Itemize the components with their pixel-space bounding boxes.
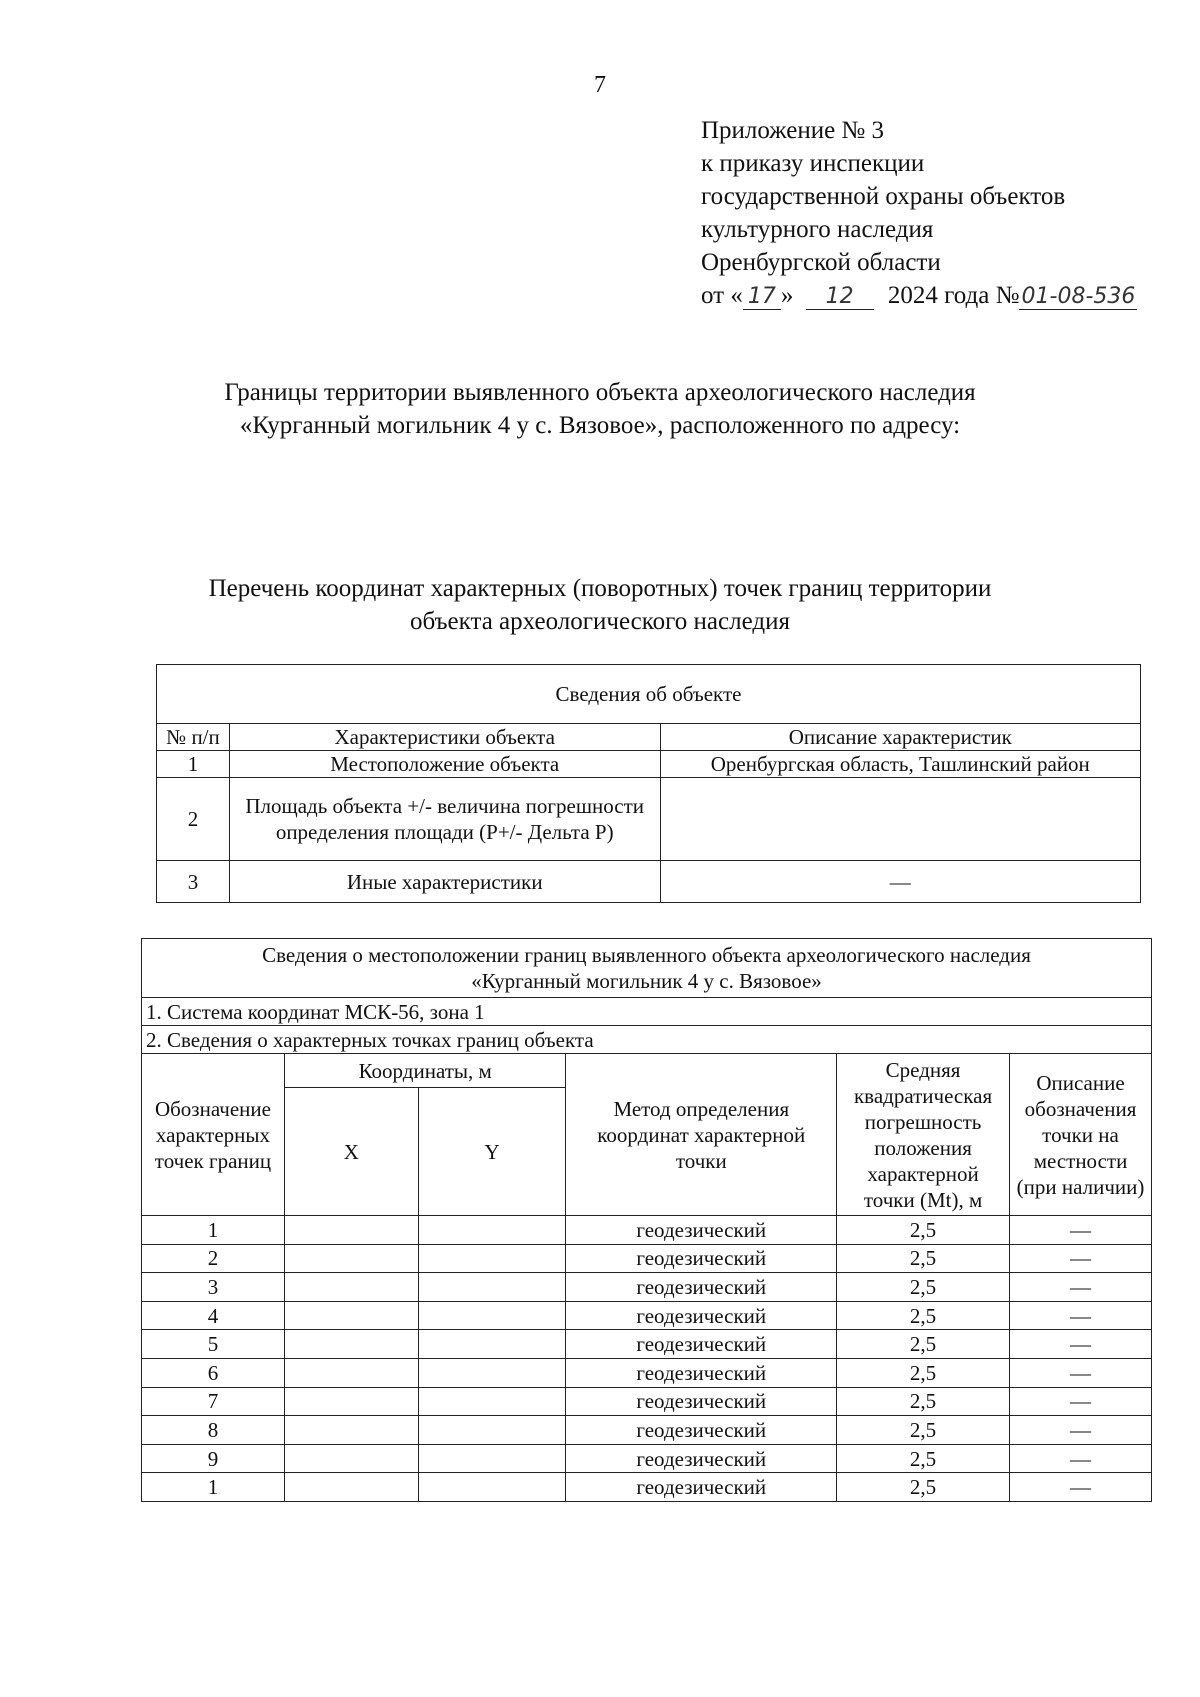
- row-description: —: [660, 861, 1141, 903]
- table-row: [142, 1273, 1152, 1302]
- subtitle-line-1: Перечень координат характерных (поворотных) точек границ территории: [208, 575, 992, 602]
- point-description-cell: —: [1010, 1273, 1152, 1302]
- x-coordinate-cell: [284, 1244, 418, 1273]
- method-cell: геодезический: [566, 1301, 837, 1330]
- accuracy-cell: 2,5: [837, 1301, 1010, 1330]
- date-year-text: 2024 года №: [887, 282, 1020, 309]
- table-row: [142, 1358, 1152, 1387]
- points-section-header: 2. Сведения о характерных точках границ объекта: [142, 1026, 1152, 1054]
- y-coordinate-cell: [418, 1273, 566, 1302]
- y-coordinate-cell: [418, 1301, 566, 1330]
- accuracy-cell: 2,5: [837, 1330, 1010, 1359]
- point-rows: [142, 1216, 1152, 1502]
- method-cell: геодезический: [566, 1444, 837, 1473]
- method-cell: геодезический: [566, 1244, 837, 1273]
- method-cell: геодезический: [566, 1473, 837, 1502]
- subtitle-line-2: объекта археологического наследия: [410, 608, 790, 635]
- document-title: [0, 376, 1200, 442]
- header-x: X: [284, 1088, 418, 1216]
- header-y: Y: [418, 1088, 566, 1216]
- row-num: 3: [157, 861, 230, 903]
- y-coordinate-cell: [418, 1387, 566, 1416]
- handwritten-month: 12: [806, 285, 874, 310]
- accuracy-cell: 2,5: [837, 1473, 1010, 1502]
- header-coordinates: Координаты, м: [284, 1054, 566, 1088]
- boundary-points-table: [141, 938, 1152, 1502]
- coordinate-system-row: 1. Система координат МСК-56, зона 1: [142, 998, 1152, 1026]
- caption-line-1: Сведения о местоположении границ выявленного объекта археологического наследия: [262, 943, 1031, 967]
- point-description-cell: —: [1010, 1330, 1152, 1359]
- appendix-line-2: к приказу инспекции: [701, 150, 925, 177]
- appendix-line-5: Оренбургской области: [701, 249, 941, 276]
- method-cell: геодезический: [566, 1416, 837, 1445]
- x-coordinate-cell: [284, 1330, 418, 1359]
- table-row: [142, 1330, 1152, 1359]
- appendix-line-3: государственной охраны объектов: [701, 183, 1066, 210]
- method-cell: геодезический: [566, 1387, 837, 1416]
- row-description: Оренбургская область, Ташлинский район: [660, 751, 1141, 778]
- point-id-cell: 5: [142, 1330, 285, 1359]
- list-title: [0, 572, 1200, 638]
- x-coordinate-cell: [284, 1273, 418, 1302]
- point-description-cell: —: [1010, 1416, 1152, 1445]
- method-cell: геодезический: [566, 1216, 837, 1245]
- x-coordinate-cell: [284, 1473, 418, 1502]
- point-id-cell: 4: [142, 1301, 285, 1330]
- x-coordinate-cell: [284, 1301, 418, 1330]
- accuracy-cell: 2,5: [837, 1273, 1010, 1302]
- header-point-designation: Обозначение характерных точек границ: [142, 1054, 285, 1216]
- table-row: [142, 1416, 1152, 1445]
- caption-line-2: «Курганный могильник 4 у с. Вязовое»: [471, 969, 822, 993]
- point-description-cell: —: [1010, 1387, 1152, 1416]
- handwritten-day: 17: [743, 285, 781, 310]
- accuracy-cell: 2,5: [837, 1444, 1010, 1473]
- row-characteristic: Площадь объекта +/- величина погрешности определения площади (P+/- Дельта P): [229, 778, 660, 861]
- title-line-1: Границы территории выявленного объекта археологического наследия: [224, 379, 976, 406]
- y-coordinate-cell: [418, 1216, 566, 1245]
- title-line-2: «Курганный могильник 4 у с. Вязовое», расположенного по адресу:: [239, 412, 961, 439]
- y-coordinate-cell: [418, 1416, 566, 1445]
- location-table-caption: [142, 939, 1152, 998]
- y-coordinate-cell: [418, 1330, 566, 1359]
- row-num: 2: [157, 778, 230, 861]
- x-coordinate-cell: [284, 1358, 418, 1387]
- point-id-cell: 1: [142, 1216, 285, 1245]
- x-coordinate-cell: [284, 1387, 418, 1416]
- date-quote-close: »: [780, 282, 794, 309]
- point-description-cell: —: [1010, 1444, 1152, 1473]
- x-coordinate-cell: [284, 1216, 418, 1245]
- row-characteristic: Иные характеристики: [229, 861, 660, 903]
- point-description-cell: —: [1010, 1358, 1152, 1387]
- accuracy-cell: 2,5: [837, 1216, 1010, 1245]
- table-row: [142, 1473, 1152, 1502]
- point-id-cell: 3: [142, 1273, 285, 1302]
- point-description-cell: —: [1010, 1216, 1152, 1245]
- table-row: [142, 1444, 1152, 1473]
- appendix-line-1: Приложение № 3: [701, 117, 885, 144]
- accuracy-cell: 2,5: [837, 1358, 1010, 1387]
- method-cell: геодезический: [566, 1358, 837, 1387]
- header-characteristic: Характеристики объекта: [229, 724, 660, 751]
- appendix-line-4: культурного наследия: [701, 216, 934, 243]
- date-prefix: от «: [701, 282, 743, 309]
- method-cell: геодезический: [566, 1273, 837, 1302]
- header-method: Метод определения координат характерной точки: [566, 1054, 837, 1216]
- object-table-caption: Сведения об объекте: [157, 665, 1141, 724]
- handwritten-order-number: 01-08-536: [1019, 285, 1137, 310]
- table-row: [142, 1244, 1152, 1273]
- accuracy-cell: 2,5: [837, 1244, 1010, 1273]
- page-number: 7: [594, 72, 606, 98]
- header-point-description: Описание обозначения точки на местности (при наличии): [1010, 1054, 1152, 1216]
- point-id-cell: 1: [142, 1473, 285, 1502]
- y-coordinate-cell: [418, 1244, 566, 1273]
- point-id-cell: 8: [142, 1416, 285, 1445]
- y-coordinate-cell: [418, 1473, 566, 1502]
- table-row: [142, 1301, 1152, 1330]
- header-accuracy: Средняя квадратическая погрешность положения характерной точки (Mt), м: [837, 1054, 1010, 1216]
- table-row: [142, 1216, 1152, 1245]
- table-row: [142, 1387, 1152, 1416]
- object-info-table: [156, 664, 1141, 903]
- y-coordinate-cell: [418, 1444, 566, 1473]
- point-description-cell: —: [1010, 1473, 1152, 1502]
- point-id-cell: 7: [142, 1387, 285, 1416]
- header-description: Описание характеристик: [660, 724, 1141, 751]
- x-coordinate-cell: [284, 1416, 418, 1445]
- x-coordinate-cell: [284, 1444, 418, 1473]
- row-num: 1: [157, 751, 230, 778]
- point-description-cell: —: [1010, 1244, 1152, 1273]
- point-id-cell: 9: [142, 1444, 285, 1473]
- accuracy-cell: 2,5: [837, 1387, 1010, 1416]
- method-cell: геодезический: [566, 1330, 837, 1359]
- header-num: № п/п: [157, 724, 230, 751]
- row-characteristic: Местоположение объекта: [229, 751, 660, 778]
- appendix-date-line: [701, 279, 1137, 312]
- point-id-cell: 6: [142, 1358, 285, 1387]
- point-description-cell: —: [1010, 1301, 1152, 1330]
- y-coordinate-cell: [418, 1358, 566, 1387]
- accuracy-cell: 2,5: [837, 1416, 1010, 1445]
- appendix-block: [701, 114, 1137, 312]
- row-description: [660, 778, 1141, 861]
- point-id-cell: 2: [142, 1244, 285, 1273]
